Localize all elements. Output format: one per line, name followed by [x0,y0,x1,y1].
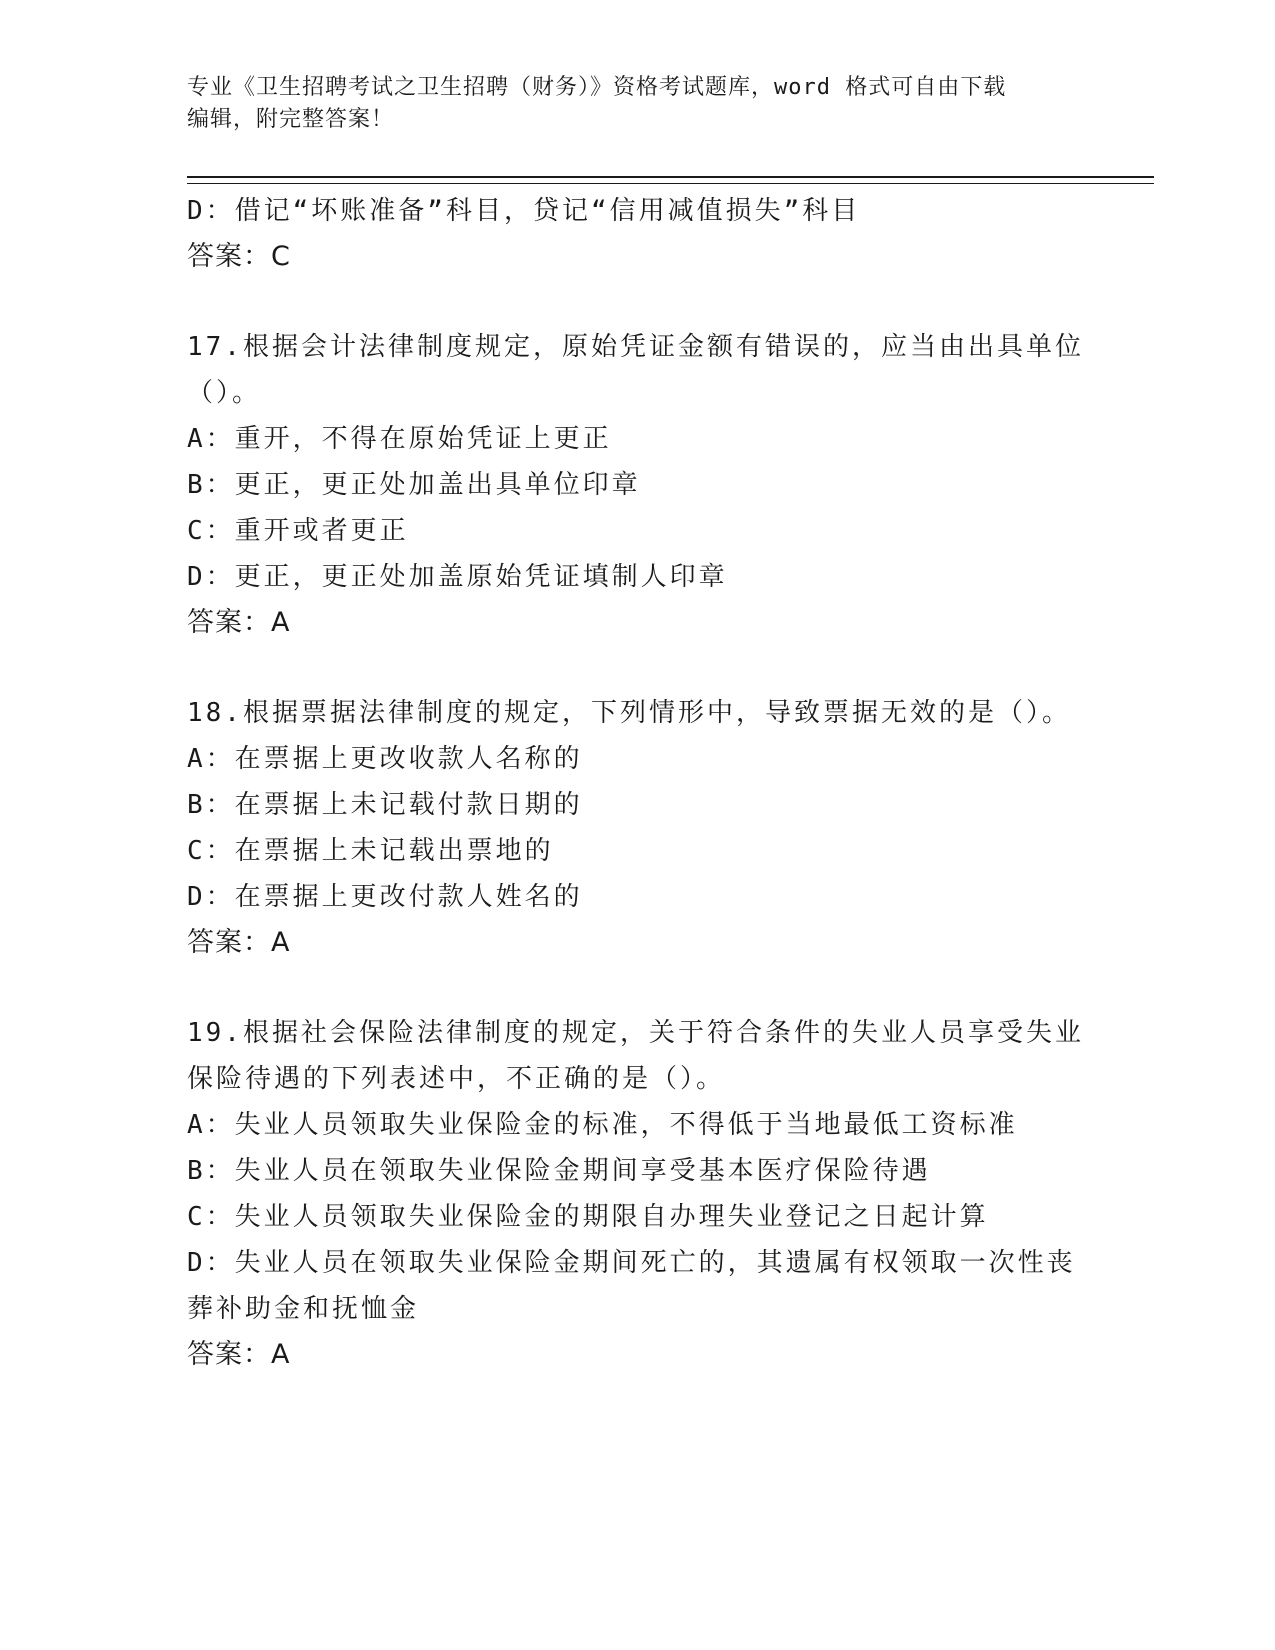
option-b: B：在票据上未记载付款日期的 [187,790,583,820]
option-d: D：失业人员在领取失业保险金期间死亡的，其遗属有权领取一次性丧 [187,1248,1076,1278]
header-line-1: 专业《卫生招聘考试之卫生招聘（财务）》资格考试题库，word 格式可自由下载 [187,75,1007,100]
question-18 [187,690,1087,966]
question-stem: 17.根据会计法律制度规定，原始凭证金额有错误的，应当由出具单位 [187,332,1084,362]
answer-line: 答案：A [187,927,291,958]
answer-line: 答案：C [187,241,291,272]
option-c: C：重开或者更正 [187,516,409,546]
answer-line: 答案：A [187,1339,291,1370]
option-a: A：在票据上更改收款人名称的 [187,744,583,774]
header-line-2: 编辑，附完整答案！ [187,107,395,132]
spacer [187,966,1087,1010]
question-19 [187,1010,1087,1378]
option-c: C：失业人员领取失业保险金的期限自办理失业登记之日起计算 [187,1202,989,1232]
question-stem: 18.根据票据法律制度的规定，下列情形中，导致票据无效的是（）。 [187,698,1071,728]
question-stem-continued: 保险待遇的下列表述中，不正确的是（）。 [187,1064,726,1094]
option-d-continued: 葬补助金和抚恤金 [187,1294,420,1324]
spacer [187,280,1087,324]
option-a: A：重开，不得在原始凭证上更正 [187,424,612,454]
option-d: D：更正，更正处加盖原始凭证填制人印章 [187,562,728,592]
header-divider [187,176,1154,184]
option-b: B：更正，更正处加盖出具单位印章 [187,470,641,500]
option-a: A：失业人员领取失业保险金的标准，不得低于当地最低工资标准 [187,1110,1018,1140]
option-d: D：在票据上更改付款人姓名的 [187,882,583,912]
document-body [187,188,1087,1378]
page-header [187,72,1087,136]
option-b: B：失业人员在领取失业保险金期间享受基本医疗保险待遇 [187,1156,931,1186]
answer-line: 答案：A [187,607,291,638]
question-17 [187,324,1087,646]
spacer [187,646,1087,690]
question-stem-continued: （）。 [187,378,262,408]
option-d: D：借记“坏账准备”科目，贷记“信用减值损失”科目 [187,196,861,226]
previous-question-tail [187,188,1087,280]
question-stem: 19.根据社会保险法律制度的规定，关于符合条件的失业人员享受失业 [187,1018,1084,1048]
option-c: C：在票据上未记载出票地的 [187,836,554,866]
